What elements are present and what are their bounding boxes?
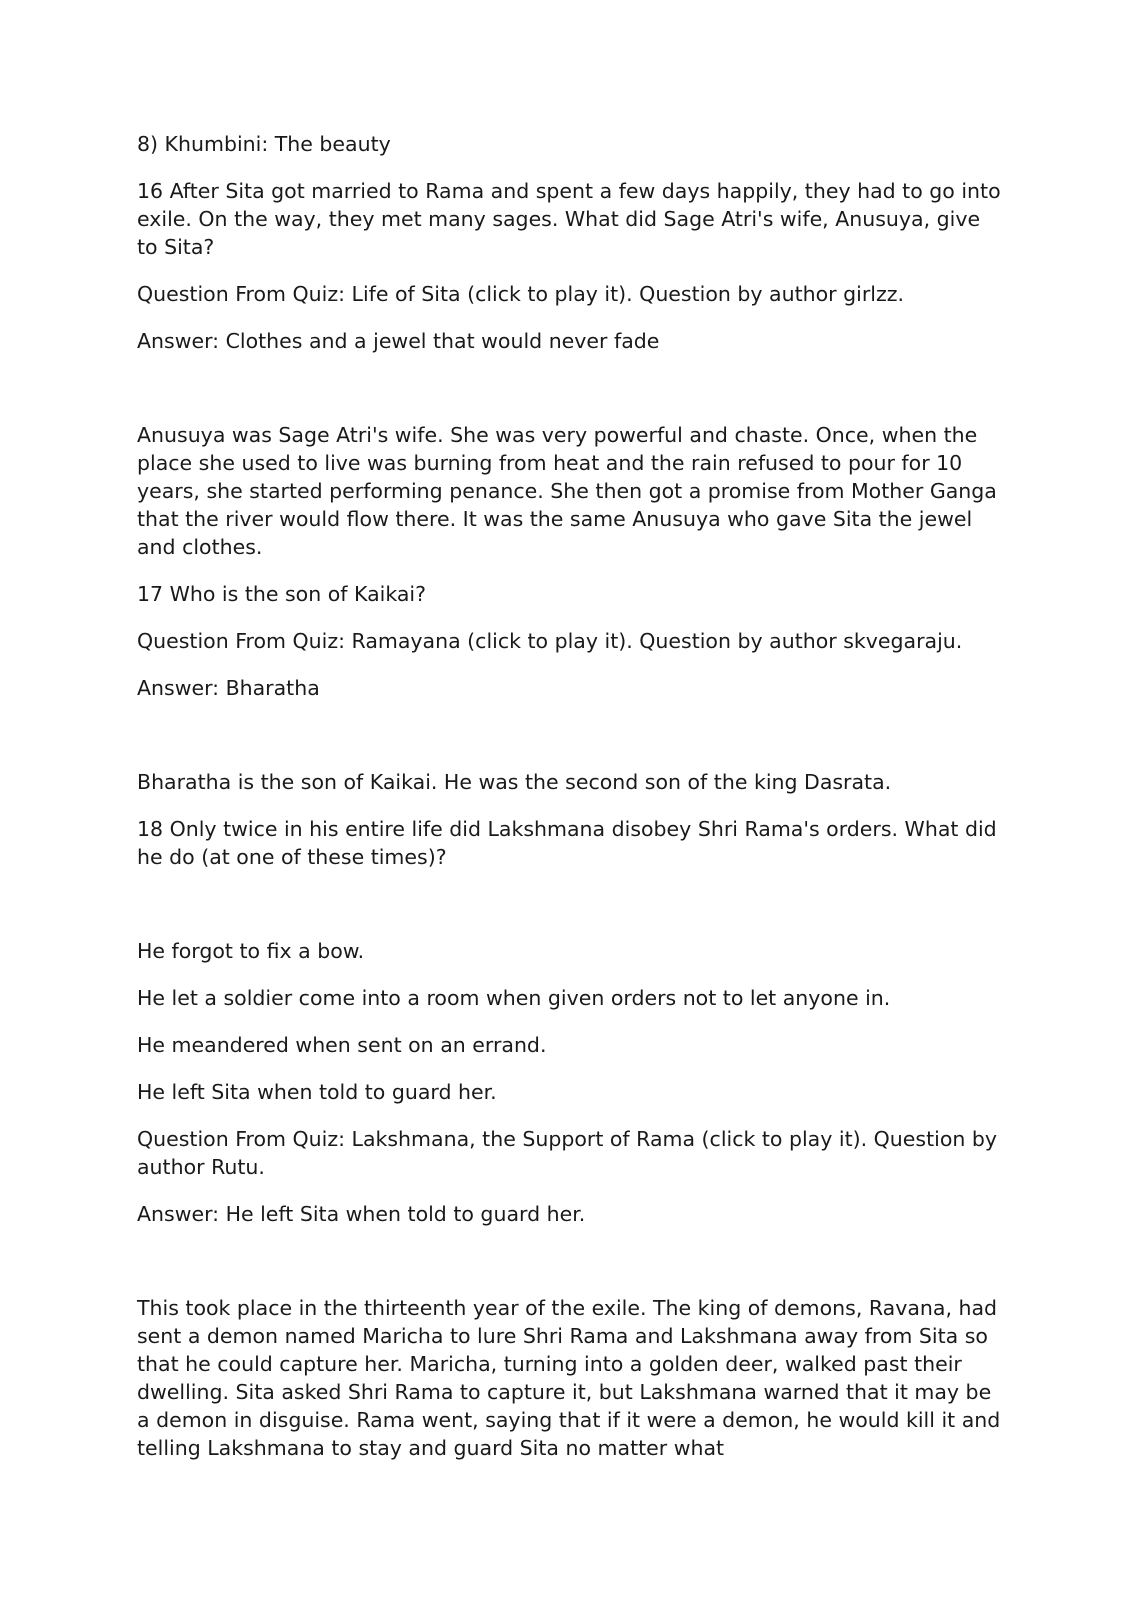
question-18-option: He forgot to fix a bow.: [137, 939, 365, 963]
question-18-option: He meandered when sent on an errand.: [137, 1033, 547, 1057]
question-16-explanation: Anusuya was Sage Atri's wife. She was very powerful and chaste. Once, when the place she used to live was burning from heat and the rain refused to pour for 10 years, she started performing penance. She then got a promise from Mother Ganga that the river would flow there. It was the same Anusuya who gave Sita the jewel and clothes.: [137, 423, 997, 559]
question-18-option: He let a soldier come into a room when given orders not to let anyone in.: [137, 986, 891, 1010]
question-18-explanation: This took place in the thirteenth year of the exile. The king of demons, Ravana, had sent a demon named Maricha to lure Shri Rama and Lakshmana away from Sita so that he could capture her. Maricha, turning into a golden deer, walked past their dwelling. Sita asked Shri Rama to capture it, but Lakshmana warned that it may be a demon in disguise. Rama went, saying that if it were a demon, he would kill it and telling Lakshmana to stay and guard Sita no matter what: [137, 1296, 1001, 1460]
question-16-source: Question From Quiz: Life of Sita (click to play it). Question by author girlzz.: [137, 282, 904, 306]
question-18-source: Question From Quiz: Lakshmana, the Support of Rama (click to play it). Question by author Rutu.: [137, 1127, 998, 1179]
option-heading: 8) Khumbini: The beauty: [137, 132, 391, 156]
question-17-explanation: Bharatha is the son of Kaikai. He was the second son of the king Dasrata.: [137, 770, 892, 794]
spacer: [137, 721, 1007, 768]
document-page: [137, 130, 1007, 1481]
spacer: [137, 374, 1007, 421]
question-17-source: Question From Quiz: Ramayana (click to play it). Question by author skvegaraju.: [137, 629, 963, 653]
question-16-text: 16 After Sita got married to Rama and spent a few days happily, they had to go into exile. On the way, they met many sages. What did Sage Atri's wife, Anusuya, give to Sita?: [137, 179, 1001, 259]
question-18-text: 18 Only twice in his entire life did Lakshmana disobey Shri Rama's orders. What did he do (at one of these times)?: [137, 817, 997, 869]
question-18-answer: Answer: He left Sita when told to guard her.: [137, 1202, 586, 1226]
spacer: [137, 1247, 1007, 1294]
question-17-answer: Answer: Bharatha: [137, 676, 320, 700]
question-16-answer: Answer: Clothes and a jewel that would never fade: [137, 329, 660, 353]
spacer: [137, 890, 1007, 937]
question-17-text: 17 Who is the son of Kaikai?: [137, 582, 426, 606]
question-18-option: He left Sita when told to guard her.: [137, 1080, 497, 1104]
